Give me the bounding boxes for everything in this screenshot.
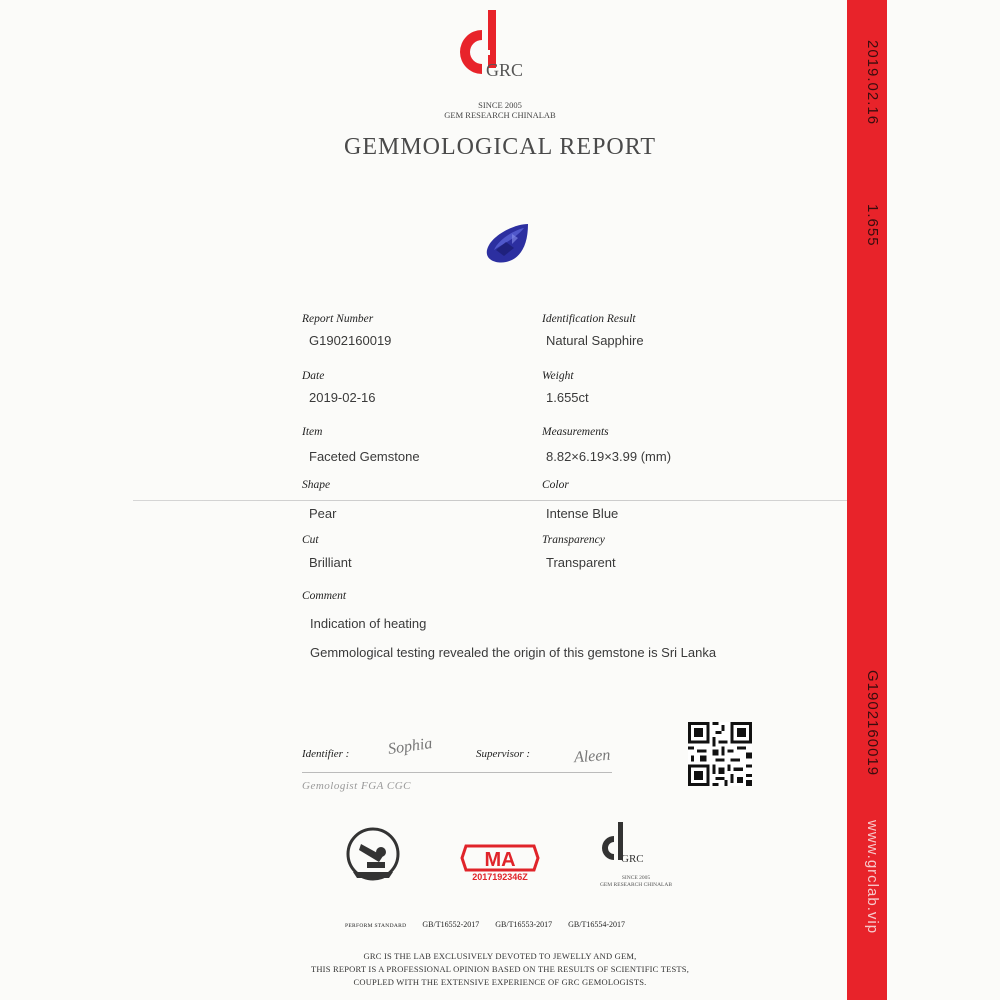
lab-name: GEM RESEARCH CHINALAB <box>444 110 556 120</box>
shape-label: Shape <box>302 479 331 491</box>
standard-item: GB/T16554-2017 <box>568 920 626 929</box>
perform-standards <box>345 920 639 929</box>
strip-weight: 1.655 <box>864 204 881 247</box>
cut-value: Brilliant <box>309 555 352 570</box>
gemologist-credentials: Gemologist FGA CGC <box>302 780 412 792</box>
grc-small-since <box>596 875 676 889</box>
accreditation-seal-icon <box>345 826 401 884</box>
page-margin <box>887 0 1000 1000</box>
fold-divider <box>133 500 878 501</box>
date-label: Date <box>302 370 325 382</box>
grc-small-since-text: SINCE 2005 <box>621 875 651 881</box>
transparency-value: Transparent <box>546 555 616 570</box>
footer-line: COUPLED WITH THE EXTENSIVE EXPERIENCE OF GRC GEMOLOGISTS. <box>353 977 647 987</box>
svg-text:GRC: GRC <box>486 60 524 80</box>
measurements-label: Measurements <box>542 426 609 438</box>
cut-label: Cut <box>302 534 319 546</box>
item-value: Faceted Gemstone <box>309 449 420 464</box>
page-title: GEMMOLOGICAL REPORT <box>343 134 656 160</box>
identifier-signature: Sophia <box>386 734 434 759</box>
since-text: SINCE 2005 <box>478 100 522 110</box>
strip-report-number: G1902160019 <box>864 670 881 777</box>
identification-result-value: Natural Sapphire <box>546 333 644 348</box>
weight-label: Weight <box>542 370 574 382</box>
strip-date: 2019.02.16 <box>864 40 881 126</box>
measurements-value: 8.82×6.19×3.99 (mm) <box>546 449 672 464</box>
weight-value: 1.655ct <box>546 390 589 405</box>
grc-small-lab-text: GEM RESEARCH CHINALAB <box>599 882 673 888</box>
sapphire-gem-image <box>484 222 534 264</box>
standard-item: GB/T16553-2017 <box>495 920 553 929</box>
strip-website[interactable]: www.grclab.vip <box>864 820 881 935</box>
grc-logo-icon <box>446 10 556 90</box>
comment-label: Comment <box>302 590 347 602</box>
signature-line <box>302 772 612 773</box>
supervisor-signature: Aleen <box>573 746 611 767</box>
svg-text:GRC: GRC <box>621 853 644 865</box>
supervisor-label: Supervisor : <box>476 748 531 760</box>
qr-code-icon[interactable] <box>688 722 752 786</box>
report-number-value: G1902160019 <box>309 333 392 348</box>
comment-line-1: Indication of heating <box>310 616 427 631</box>
color-label: Color <box>542 479 569 491</box>
identification-result-label: Identification Result <box>542 313 636 325</box>
color-value: Intense Blue <box>546 506 619 521</box>
footer-line: THIS REPORT IS A PROFESSIONAL OPINION BASED ON THE RESULTS OF SCIENTIFIC TESTS, <box>310 964 690 974</box>
cma-number: 2017192346Z <box>472 872 528 882</box>
perform-standard-label: PERFORM STANDARD <box>345 923 407 929</box>
red-side-strip <box>847 0 887 1000</box>
grc-small-logo-icon <box>596 822 656 870</box>
standard-item: GB/T16552-2017 <box>422 920 480 929</box>
identifier-label: Identifier : <box>302 748 350 760</box>
date-value: 2019-02-16 <box>309 390 376 405</box>
transparency-label: Transparency <box>542 534 605 546</box>
comment-line-2: Gemmological testing revealed the origin of this gemstone is Sri Lanka <box>310 645 717 660</box>
report-number-label: Report Number <box>302 313 374 325</box>
shape-value: Pear <box>309 506 337 521</box>
footer-line: GRC IS THE LAB EXCLUSIVELY DEVOTED TO JEWELLY AND GEM, <box>363 951 637 961</box>
item-label: Item <box>302 426 323 438</box>
svg-text:MA: MA <box>484 849 516 871</box>
